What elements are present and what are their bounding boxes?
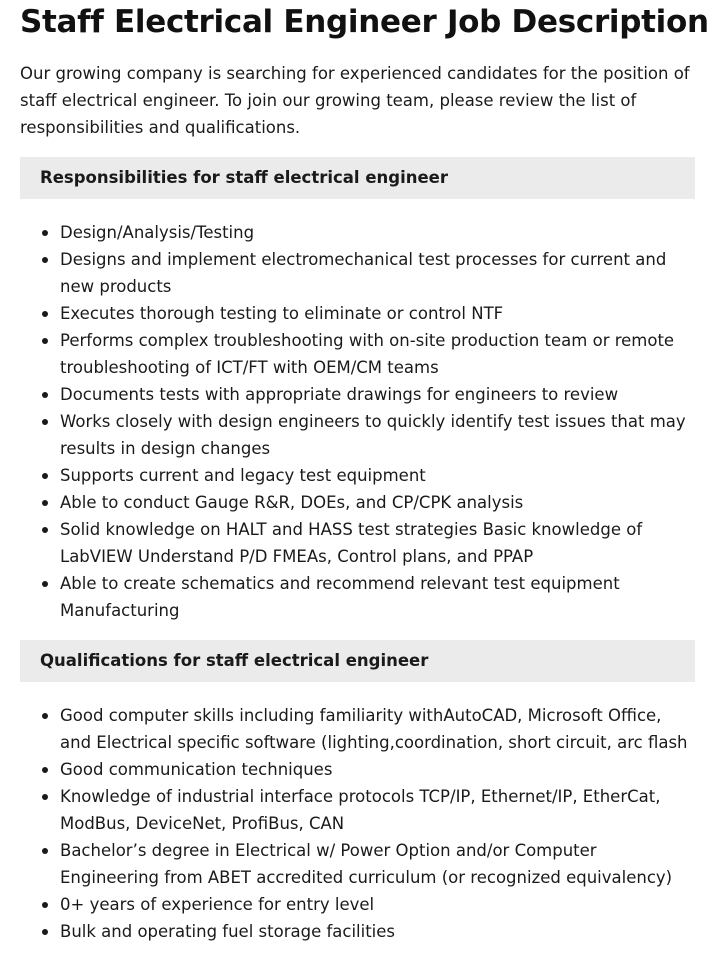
list-item: Documents tests with appropriate drawings for engineers to review — [60, 381, 695, 408]
list-item: Performs complex troubleshooting with on-site production team or remote troubleshooting of ICT/FT with OEM/CM teams — [60, 327, 695, 381]
list-item: Supports current and legacy test equipment — [60, 462, 695, 489]
qualifications-list — [20, 702, 695, 945]
list-item: Executes thorough testing to eliminate or control NTF — [60, 300, 695, 327]
list-item: Designs and implement electromechanical test processes for current and new products — [60, 246, 695, 300]
list-item: Works closely with design engineers to quickly identify test issues that may results in design changes — [60, 408, 695, 462]
qualifications-heading: Qualifications for staff electrical engineer — [20, 640, 695, 682]
list-item: Good computer skills including familiarity withAutoCAD, Microsoft Office, and Electrical specific software (lighting,coordination, short circuit, arc flash — [60, 702, 695, 756]
list-item: Solid knowledge on HALT and HASS test strategies Basic knowledge of LabVIEW Understand P/D FMEAs, Control plans, and PPAP — [60, 516, 695, 570]
list-item: Able to create schematics and recommend relevant test equipment Manufacturing — [60, 570, 695, 624]
list-item: Bachelor’s degree in Electrical w/ Power Option and/or Computer Engineering from ABET accredited curriculum (or recognized equivalency) — [60, 837, 695, 891]
list-item: 0+ years of experience for entry level — [60, 891, 695, 918]
list-item: Able to conduct Gauge R&R, DOEs, and CP/CPK analysis — [60, 489, 695, 516]
list-item: Bulk and operating fuel storage facilities — [60, 918, 695, 945]
intro-paragraph: Our growing company is searching for experienced candidates for the position of staff electrical engineer. To join our growing team, please review the list of responsibilities and qualifications. — [20, 64, 690, 137]
list-item: Design/Analysis/Testing — [60, 219, 695, 246]
responsibilities-list — [20, 219, 695, 624]
page-title: Staff Electrical Engineer Job Description — [20, 4, 709, 40]
responsibilities-heading: Responsibilities for staff electrical engineer — [20, 157, 695, 199]
list-item: Knowledge of industrial interface protocols TCP/IP, Ethernet/IP, EtherCat, ModBus, DeviceNet, ProfiBus, CAN — [60, 783, 695, 837]
list-item: Good communication techniques — [60, 756, 695, 783]
